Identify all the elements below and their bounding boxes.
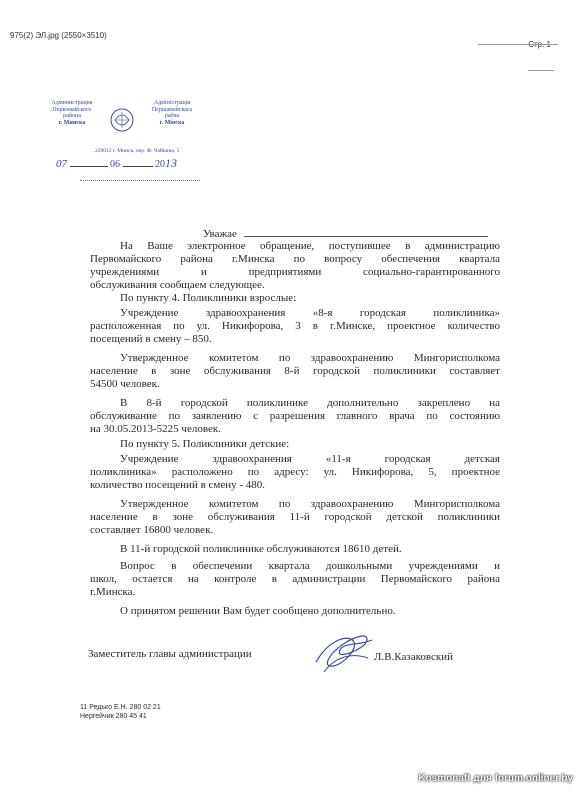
handwritten-signature: [310, 628, 378, 678]
stamp-address: 220012 г. Минск, пер. Ф. Чайкина, 5: [95, 148, 180, 154]
stamp-date: [56, 156, 177, 171]
paragraph: В 11-й городской поликлинике обслуживаются 18610 детей.: [120, 543, 402, 555]
paragraph: По пункту 4. Поликлиники взрослые:: [120, 292, 297, 304]
salutation: Уважае: [203, 228, 237, 240]
scan-mark: [478, 44, 558, 45]
paragraph: В 8-й городской поликлинике дополнительно закреплено на обслуживание по заявлению с разрешения главного врача по состоянию на 30.05.2013-5225 человек.: [90, 397, 500, 435]
stamp-left-text: Администрация Первомайского района г. Минска: [51, 100, 93, 126]
paragraph: Вопрос в обеспечении квартала дошкольными учреждениями и школ, остается на контроле в администрации Первомайского района г.Минска.: [90, 560, 500, 598]
date-year-prefix: 20: [155, 159, 165, 170]
redacted-name: [244, 222, 488, 237]
paragraph: На Ваше электронное обращение, поступившее в администрацию Первомайского района г.Минска по вопросу обеспечения квартала учреждениями и предприятиями социально-гарантированного обслуживания сообщаем следующее.: [90, 240, 500, 291]
paragraph: Учреждение здравоохранения «11-я городская детская поликлиника» расположено по адресу: ул. Никифорова, 5, проектное количество посещений в смену - 480.: [90, 453, 500, 491]
letter-body: [90, 240, 500, 618]
official-stamp: [40, 100, 212, 156]
coat-of-arms-icon: [108, 106, 136, 134]
page-label: Стр. 1: [528, 40, 551, 49]
stamp-right-text: Адміністрація Першамайскага раёна г. Мінска: [151, 100, 193, 126]
registration-line: [80, 180, 200, 181]
executor-line: 11 Редько Е.Н. 280 02 21: [80, 704, 161, 711]
date-day: 07: [56, 158, 67, 170]
paragraph: Утвержденное комитетом по здравоохранению Мингорисполкома население в зоне обслуживания 11-й городской детской поликлиники составляет 16800 человек.: [90, 498, 500, 536]
date-month: 06: [110, 159, 120, 170]
watermark: Kosmonaft для forum.onliner.by: [418, 773, 573, 784]
scan-mark: [528, 70, 554, 71]
executor-line: Нергейчик 280 45 41: [80, 713, 147, 720]
paragraph: О принятом решении Вам будет сообщено дополнительно.: [120, 605, 396, 617]
paragraph: Учреждение здравоохранения «8-я городская поликлиника» расположенная по ул. Никифорова, 3 в г.Минске, проектное количество посещений в смену – 850.: [90, 307, 500, 345]
date-year: 13: [165, 156, 177, 170]
paragraph: Утвержденное комитетом по здравоохранению Мингорисполкома население в зоне обслуживания 8-й городской поликлиники составляет 54500 человек.: [90, 352, 500, 390]
executor-info: [80, 703, 161, 721]
file-info: 975(2) ЭЛ.jpg (2550×3510): [10, 31, 107, 40]
signatory-name: Л.В.Казаковский: [374, 651, 454, 663]
paragraph: По пункту 5. Поликлиники детские:: [120, 438, 290, 450]
signatory-position: Заместитель главы администрации: [88, 648, 252, 660]
